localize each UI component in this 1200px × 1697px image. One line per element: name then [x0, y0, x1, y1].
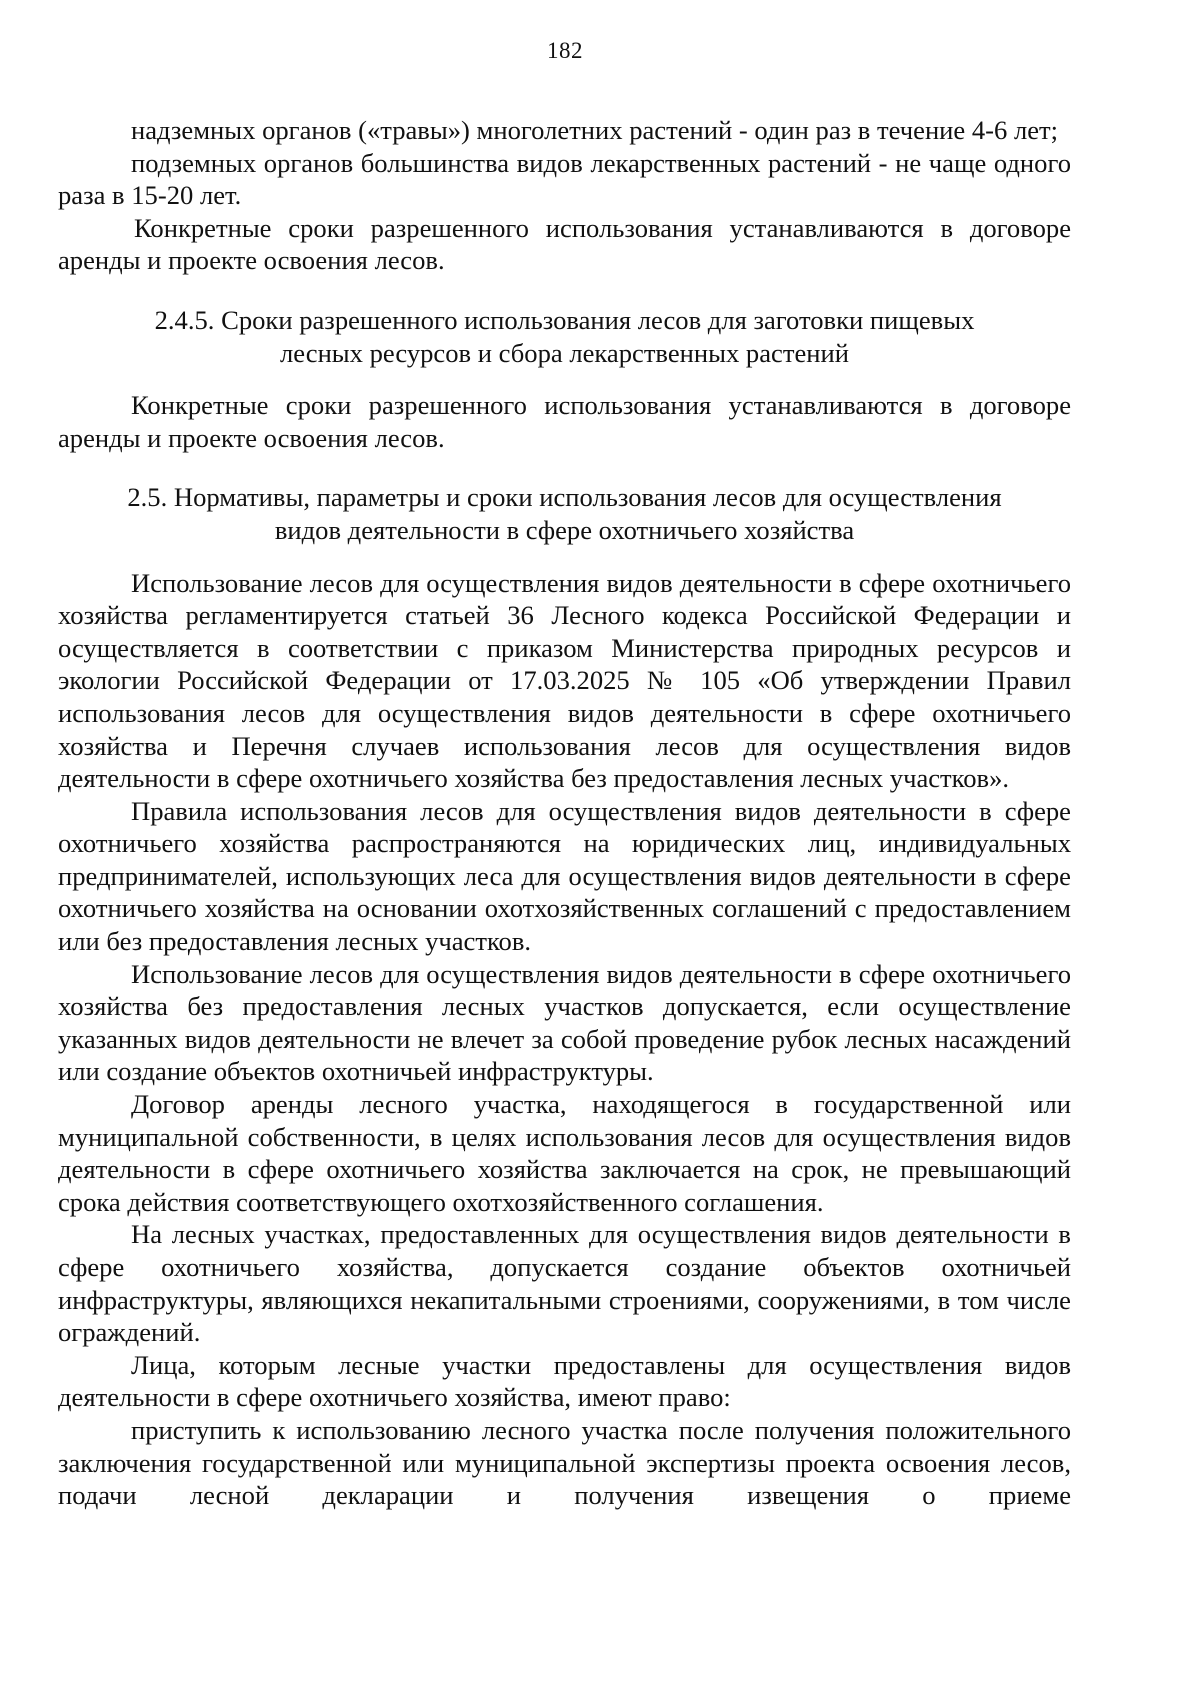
paragraph-hunting-regulation: Использование лесов для осуществления видов деятельности в сфере охотничьего хозяйства регламентируется статьей 36 Лесного кодекса Российской Федерации и осуществляется в соответствии с приказом Министерства природных ресурсов и экологии Российской Федерации от 17.03.2025 № 105 «Об утверждении Правил использования лесов для осуществления видов деятельности в сфере охотничьего хозяйства и Перечня случаев использования лесов для осуществления видов деятельности в сфере охотничьего хозяйства без предоставления лесных участков».	[58, 567, 1071, 794]
paragraph-persons-rights: Лица, которым лесные участки предоставлены для осуществления видов деятельности в сфере охотничьего хозяйства, имеют право:	[58, 1349, 1071, 1413]
heading-line: лесных ресурсов и сбора лекарственных растений	[280, 337, 849, 368]
section-heading-2-4-5	[58, 304, 1071, 369]
paragraph-aboveground-organs: надземных органов («травы») многолетних растений - один раз в течение 4-6 лет;	[131, 115, 1059, 145]
paragraph-underground-organs: подземных органов большинства видов лекарственных растений - не чаще одного раза в 15-20 лет.	[58, 147, 1071, 211]
heading-line: видов деятельности в сфере охотничьего хозяйства	[274, 514, 855, 545]
paragraph-hunting-without-plots: Использование лесов для осуществления видов деятельности в сфере охотничьего хозяйства без предоставления лесных участков допускается, если осуществление указанных видов деятельности не влечет за собой проведение рубок лесных насаждений или создание объектов охотничьей инфраструктуры.	[58, 958, 1071, 1087]
paragraph-hunting-rules-scope: Правила использования лесов для осуществления видов деятельности в сфере охотничьего хозяйства распространяются на юридических лиц, индивидуальных предпринимателей, использующих леса для осуществления видов деятельности в сфере охотничьего хозяйства на основании охотхозяйственных соглашений с предоставлением или без предоставления лесных участков.	[58, 795, 1071, 957]
paragraph-lease-agreement-term: Договор аренды лесного участка, находящегося в государственной или муниципальной собственности, в целях использования лесов для осуществления видов деятельности в сфере охотничьего хозяйства заключается на срок, не превышающий срока действия соответствующего охотхозяйственного соглашения.	[58, 1089, 1071, 1217]
page-number: 182	[547, 38, 583, 63]
spacer	[58, 277, 1071, 304]
spacer	[58, 369, 1071, 389]
heading-line: 2.5. Нормативы, параметры и сроки использования лесов для осуществления	[127, 482, 1002, 513]
section-heading-2-5	[58, 481, 1071, 546]
paragraph-terms-lease-1: Конкретные сроки разрешенного использования устанавливаются в договоре аренды и проекте освоения лесов.	[58, 212, 1071, 276]
spacer	[58, 547, 1071, 567]
spacer	[58, 454, 1071, 481]
document-body	[58, 114, 1071, 1512]
paragraph-terms-lease-2: Конкретные сроки разрешенного использования устанавливаются в договоре аренды и проекте освоения лесов.	[58, 390, 1071, 453]
heading-line: 2.4.5. Сроки разрешенного использования лесов для заготовки пищевых	[154, 304, 975, 335]
paragraph-right-to-start-use: приступить к использованию лесного участка после получения положительного заключения государственной или муниципальной экспертизы проекта освоения лесов, подачи лесной декларации и получения извещения о приеме	[58, 1414, 1071, 1511]
paragraph-hunting-infrastructure: На лесных участках, предоставленных для осуществления видов деятельности в сфере охотничьего хозяйства, допускается создание объектов охотничьей инфраструктуры, являющихся некапитальными строениями, сооружениями, в том числе ограждений.	[58, 1219, 1071, 1348]
